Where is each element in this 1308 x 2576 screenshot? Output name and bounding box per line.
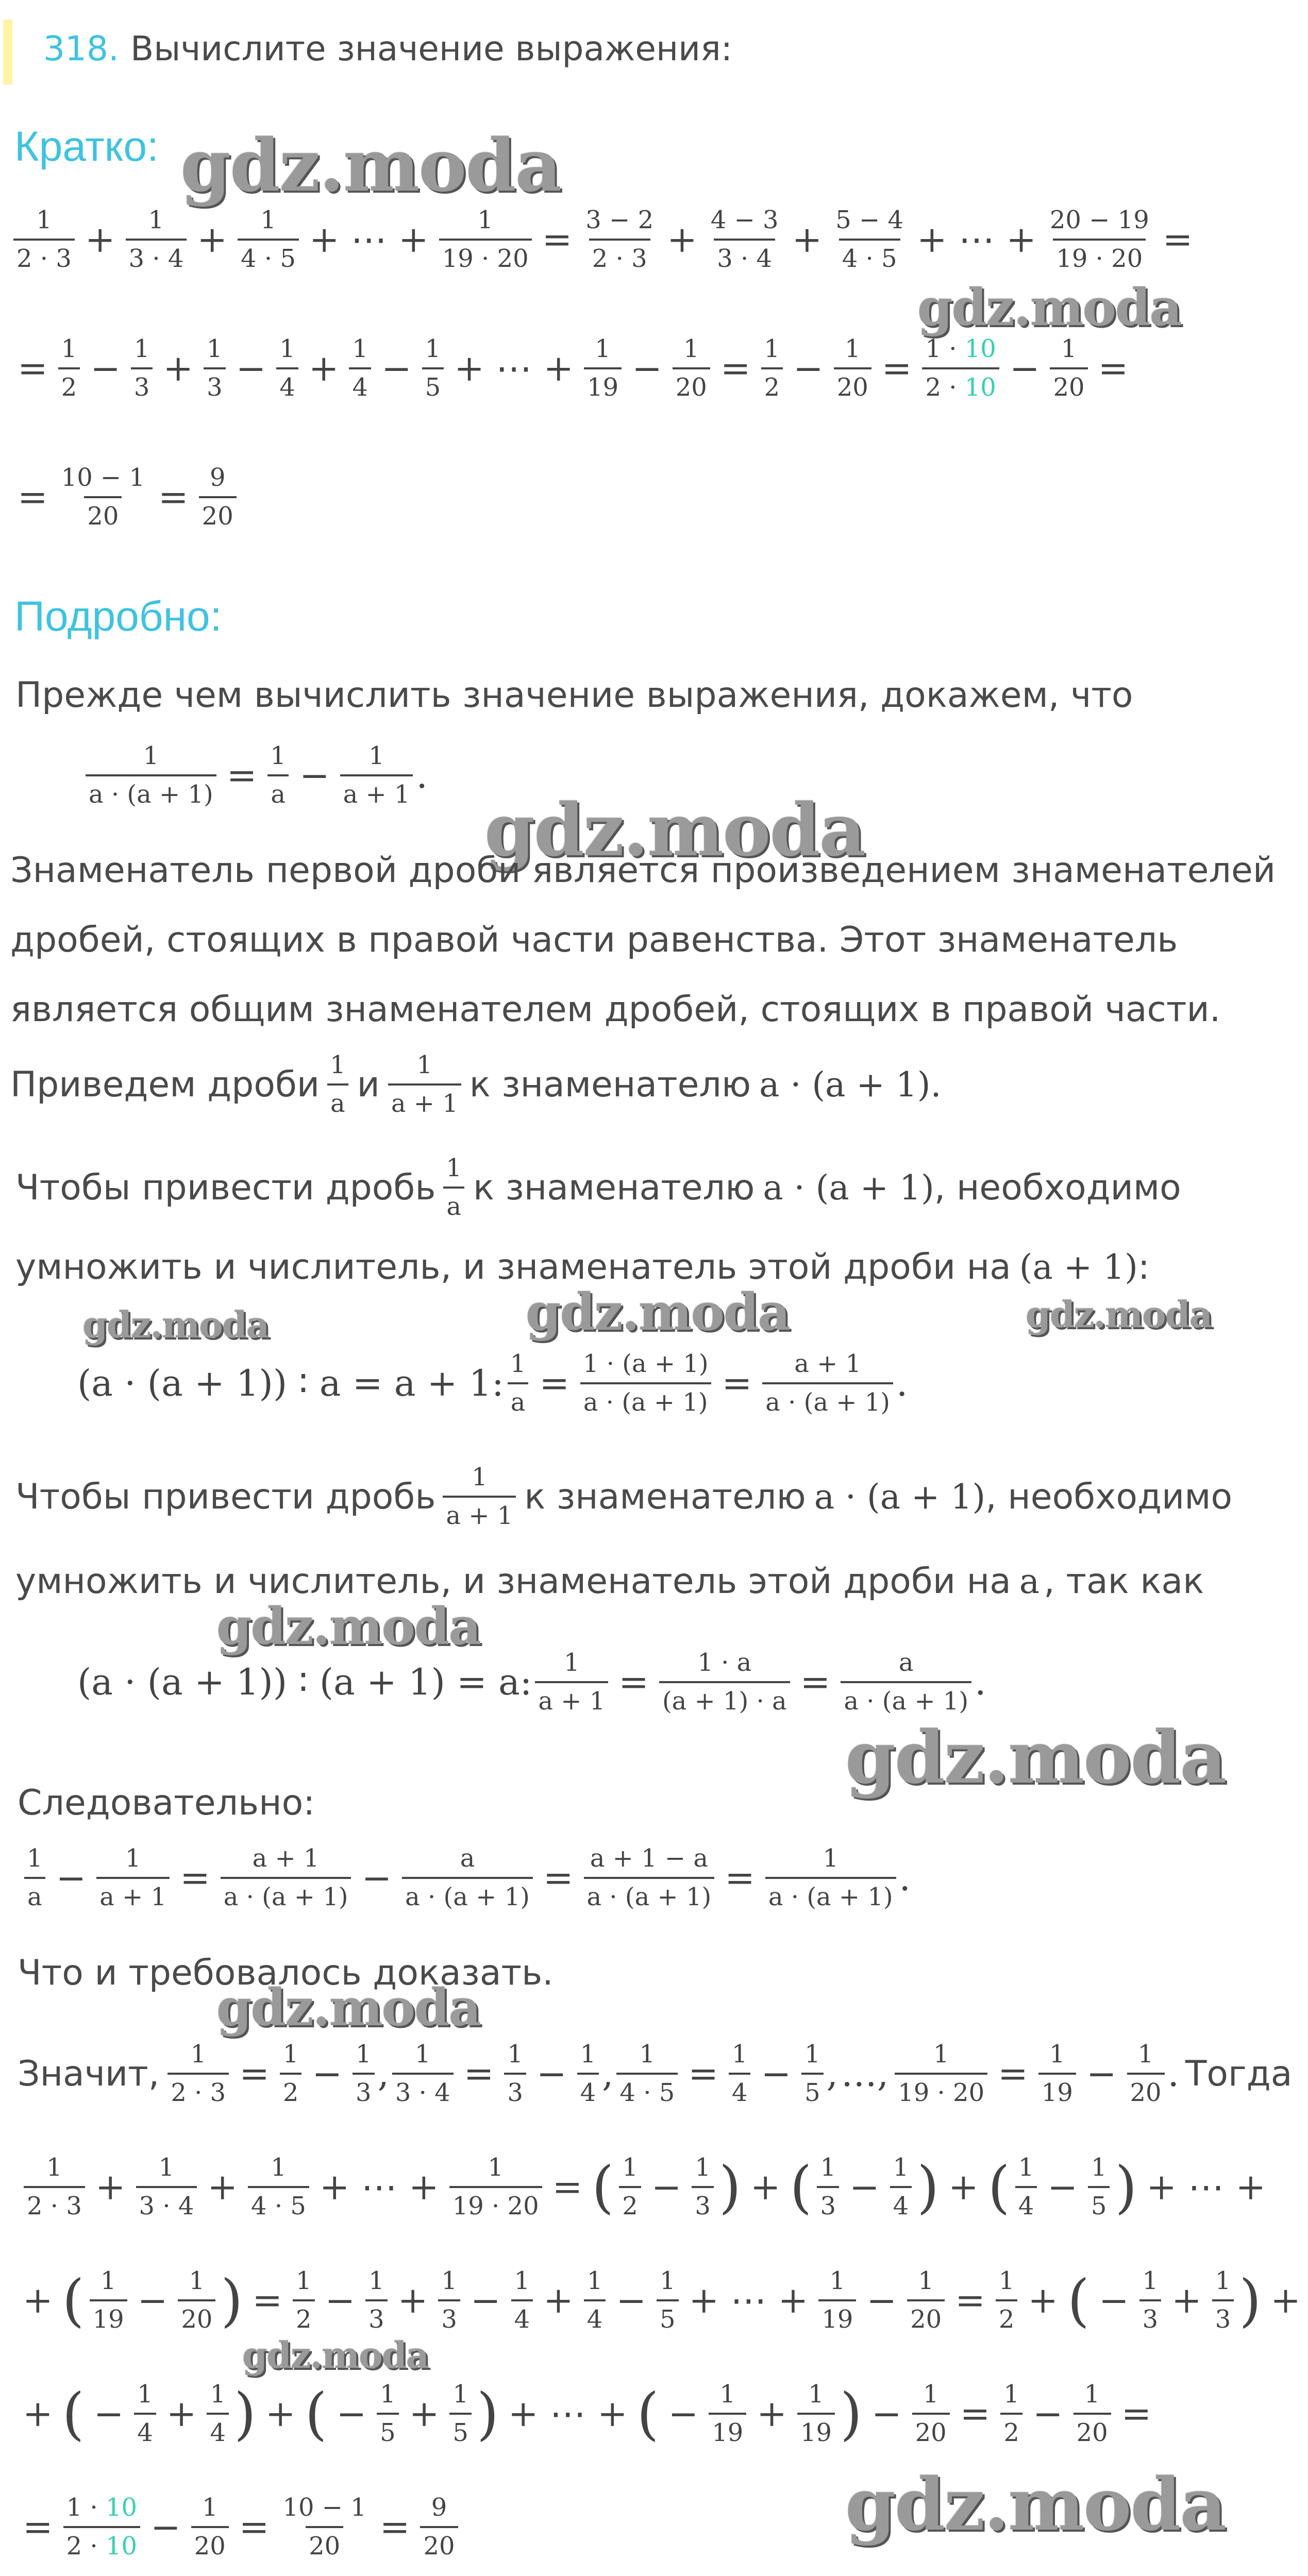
paragraph-bring-fractions: Приведем дроби 1 a и 1 a + 1 к знаменателю a · (a + 1) . [10,1050,942,1118]
task-title: Вычислите значение выражения: [130,29,732,69]
short-line-3: = $\frac{10 - 1}{20}$ = $\frac{9}{20}$ [10,464,240,531]
paragraph: дробей, стоящих в правой части равенства. Этот знаменатель [10,920,1178,960]
equation-proof: 1 a − $\frac{1}{a + 1}$ = $\frac{a + 1}{a \cdot (a + 1)}$ − $\frac{a}{a \cdot (a + 1)}$ = $\frac{a + 1 - a}{a \cdot (a + 1)}$ = $\frac{1}{a \cdot (a + 1)}$ . [21,1844,911,1911]
watermark: gdz.moda [845,1716,1226,1800]
task-header [43,29,732,69]
watermark: gdz.moda [917,278,1181,337]
paragraph-second-fraction: Чтобы привести дробь 1 a + 1 к знаменателю a · (a + 1) , необходимо [15,1463,1233,1531]
watermark: gdz.moda [82,1303,269,1346]
watermark: gdz.moda [216,1978,480,2038]
equation-reduce-1: (a · (a + 1)) ∶ a = a + 1: $\frac{1}{a}$ = $\frac{1 \cdot (a + 1)}{a \cdot (a + 1)}$ = $\frac{a + 1}{a \cdot (a + 1)}$ . [77,1349,908,1417]
final-line-2: + ( 1 19 − $\frac{1}{20}$ ) = $\frac{1}{2}$ − $\frac{1}{3}$ + $\frac{1}{3}$ − $\frac{1}{4}$ + $\frac{1}{4}$ − $\frac{1}{5}$ + ⋯ + $\frac{1}{19}$ − $\frac{1}{20}$ = $\frac{1}{2}$ + ( − $\frac{1}{3}$ + $\frac{1}{3}$ ) + [23,2266,1301,2334]
watermark: gdz.moda [1026,1293,1212,1336]
final-line-1: 1 2 · 3 + $\frac{1}{3 \cdot 4}$ + $\frac{1}{4 \cdot 5}$ + ⋯ + $\frac{1}{19 \cdot 20}$ = ( 1 2 − $\frac{1}{3}$ ) + ( 1 3 − $\frac{1}{4}$ ) + ( 1 4 − $\frac{1}{5}$ ) + ⋯ + [21,2154,1273,2221]
conclusion-line: Значит, $\frac{1}{2 \cdot 3}$ = $\frac{1}{2}$ − $\frac{1}{3}$ , $\frac{1}{3 \cdot 4}$ = $\frac{1}{3}$ − $\frac{1}{4}$ , $\frac{1}{4 \cdot 5}$ = $\frac{1}{4}$ − $\frac{1}{5}$ , …, $\frac{1}{19 \cdot 20}$ = $\frac{1}{19}$ − $\frac{1}{20}$ . Тогда [18,2040,1293,2108]
paragraph-multiply: умножить и числитель, и знаменатель этой дроби на (a + 1) : [15,1247,1150,1287]
final-line-4: = $\frac{1 \cdot 10}{2 \cdot 10}$ − $\frac{1}{20}$ = $\frac{10 - 1}{20}$ = $\frac{9}{20}$ [15,2494,461,2561]
watermark: gdz.moda [216,1597,480,1656]
paragraph: Прежде чем вычислить значение выражения, докажем, что [15,675,1133,716]
paragraph-multiply-a: умножить и числитель, и знаменатель этой дроби на a , так как [15,1561,1204,1602]
watermark: gdz.moda [484,788,865,873]
watermark: gdz.moda [180,124,561,208]
short-line-2: = $\frac{1}{2}$ − $\frac{1}{3}$ + $\frac{1}{3}$ − $\frac{1}{4}$ + $\frac{1}{4}$ − $\frac{1}{5}$ + ⋯ + $\frac{1}{19}$ − $\frac{1}{20}$ = $\frac{1}{2}$ − $\frac{1}{20}$ = $\frac{1 \cdot 10}{2 \cdot 10}$ − $\frac{1}{20}$ = [18,334,1129,402]
watermark: gdz.moda [526,1283,790,1342]
paragraph: Знаменатель первой дроби является произведением знаменателей [10,850,1276,891]
paragraph: является общим знаменателем дробей, стоящих в правой части. [10,989,1221,1030]
watermark: gdz.moda [845,2463,1226,2547]
short-line-1: 1 2 · 3 + $\frac{1}{3 \cdot 4}$ + $\frac{1}{4 \cdot 5}$ + ⋯ + $\frac{1}{19 \cdot 20}$ = $\frac{3 - 2}{2 \cdot 3}$ + $\frac{4 - 3}{3 \cdot 4}$ + $\frac{5 - 4}{4 \cdot 5}$ + ⋯ + $\frac{20 - 19}{19 \cdot 20}$ = [10,206,1200,273]
task-number: 318. [43,29,119,69]
identity-formula: $\frac{1}{a \cdot (a + 1)}$ = $\frac{1}{a}$ − $\frac{1}{a + 1}$ . [82,742,428,809]
section-short: Кратко: [14,123,159,170]
watermark: gdz.moda [242,2334,429,2377]
paragraph-first-fraction: Чтобы привести дробь 1 a к знаменателю a · (a + 1) , необходимо [15,1154,1181,1222]
final-line-3: + ( − $\frac{1}{4}$ + $\frac{1}{4}$ ) + ( − $\frac{1}{5}$ + $\frac{1}{5}$ ) + ⋯ + ( − $\frac{1}{19}$ + $\frac{1}{19}$ ) − $\frac{1}{20}$ = $\frac{1}{2}$ − $\frac{1}{20}$ = [23,2380,1152,2448]
header-accent-bar [3,20,12,84]
section-detailed: Подробно: [14,593,222,640]
equation-reduce-2: (a · (a + 1)) ∶ (a + 1) = a: $\frac{1}{a + 1}$ = $\frac{1 \cdot a}{(a + 1) \cdot a}$ = $\frac{a}{a \cdot (a + 1)}$ . [77,1648,986,1716]
paragraph: Следовательно: [18,1783,315,1823]
paragraph: Что и требовалось доказать. [18,1953,554,1993]
